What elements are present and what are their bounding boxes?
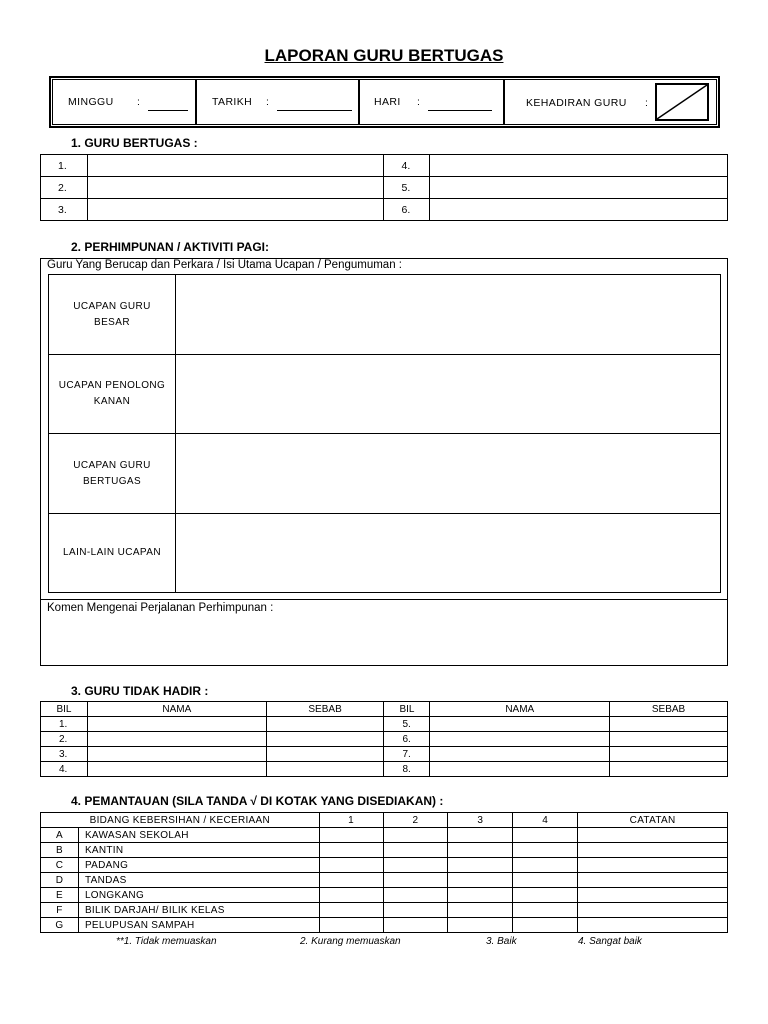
page-title: LAPORAN GURU BERTUGAS	[264, 46, 504, 65]
rating-checkbox[interactable]	[319, 888, 383, 903]
nama-cell[interactable]	[87, 732, 266, 747]
table-row	[49, 514, 721, 593]
section2-title: 2. PERHIMPUNAN / AKTIVITI PAGI:	[71, 240, 270, 254]
hari-field[interactable]	[428, 110, 492, 111]
row-number: 1.	[41, 717, 88, 732]
minggu-label: MINGGU	[68, 96, 114, 108]
rating-checkbox[interactable]	[383, 888, 448, 903]
row-number: 2.	[41, 177, 88, 199]
row-letter: B	[41, 843, 79, 858]
column-header: NAMA	[430, 702, 610, 717]
row-letter: A	[41, 828, 79, 843]
rating-checkbox[interactable]	[319, 903, 383, 918]
rating-checkbox[interactable]	[513, 888, 578, 903]
rating-checkbox[interactable]	[448, 873, 513, 888]
komen-divider	[40, 599, 728, 600]
minggu-colon: :	[137, 96, 141, 108]
sebab-cell[interactable]	[610, 747, 728, 762]
rating-checkbox[interactable]	[448, 858, 513, 873]
nama-cell[interactable]	[87, 762, 266, 777]
legend-item: 4. Sangat baik	[578, 936, 642, 947]
table-row	[41, 717, 728, 732]
table-row	[41, 873, 728, 888]
table-row	[49, 355, 721, 434]
legend-item: 3. Baik	[486, 936, 517, 947]
nama-cell[interactable]	[430, 717, 610, 732]
tarikh-label: TARIKH	[212, 96, 253, 108]
guru-bertugas-table	[40, 154, 728, 221]
sebab-cell[interactable]	[266, 747, 384, 762]
guru-tidak-hadir-table	[40, 701, 728, 777]
column-header: 1	[319, 813, 383, 828]
rating-checkbox[interactable]	[448, 903, 513, 918]
row-number: 3.	[41, 747, 88, 762]
rating-checkbox[interactable]	[383, 858, 448, 873]
sebab-cell[interactable]	[610, 717, 728, 732]
row-letter: G	[41, 918, 79, 933]
rating-checkbox[interactable]	[383, 903, 448, 918]
ucapan-label	[49, 434, 176, 514]
name-cell[interactable]	[87, 199, 384, 221]
sebab-cell[interactable]	[266, 717, 384, 732]
ucapan-label-line: KANAN	[93, 396, 131, 407]
name-cell[interactable]	[430, 155, 728, 177]
ucapan-label	[49, 275, 176, 355]
column-header: NAMA	[87, 702, 266, 717]
rating-checkbox[interactable]	[448, 888, 513, 903]
nama-cell[interactable]	[430, 747, 610, 762]
row-number: 5.	[384, 717, 430, 732]
rating-checkbox[interactable]	[319, 843, 383, 858]
catatan-cell[interactable]	[578, 888, 728, 903]
ucapan-content[interactable]	[176, 355, 721, 434]
table-row	[49, 434, 721, 514]
table-row	[41, 732, 728, 747]
item-label: TANDAS	[78, 873, 319, 888]
row-letter: D	[41, 873, 79, 888]
catatan-cell[interactable]	[578, 873, 728, 888]
ucapan-label	[49, 514, 176, 593]
ucapan-label-line: UCAPAN GURU	[73, 300, 151, 312]
column-header: 3	[448, 813, 513, 828]
catatan-cell[interactable]	[578, 843, 728, 858]
item-label: BILIK DARJAH/ BILIK KELAS	[78, 903, 319, 918]
item-label: LONGKANG	[78, 888, 319, 903]
tarikh-field[interactable]	[277, 110, 352, 111]
kehadiran-box[interactable]	[655, 83, 709, 121]
table-row	[41, 155, 728, 177]
item-label: KANTIN	[78, 843, 319, 858]
sebab-cell[interactable]	[610, 762, 728, 777]
column-header: SEBAB	[266, 702, 384, 717]
table-row	[49, 275, 721, 355]
rating-checkbox[interactable]	[383, 918, 448, 933]
name-cell[interactable]	[430, 199, 728, 221]
column-header: BIL	[41, 702, 88, 717]
ucapan-content[interactable]	[176, 514, 721, 593]
row-number: 6.	[384, 199, 430, 221]
hari-label: HARI	[374, 96, 401, 108]
ucapan-table	[48, 274, 721, 593]
catatan-cell[interactable]	[578, 858, 728, 873]
rating-checkbox[interactable]	[383, 828, 448, 843]
name-cell[interactable]	[87, 177, 384, 199]
hari-colon: :	[417, 96, 421, 108]
diagonal-slash-icon	[657, 85, 707, 119]
catatan-cell[interactable]	[578, 903, 728, 918]
ucapan-label-line: BESAR	[94, 316, 130, 328]
section4-title: 4. PEMANTAUAN (SILA TANDA √ DI KOTAK YANG DISEDIAKAN) :	[71, 794, 444, 808]
catatan-cell[interactable]	[578, 918, 728, 933]
header-divider	[195, 79, 197, 125]
legend-item: **1. Tidak memuaskan	[116, 936, 217, 947]
ucapan-label-line: UCAPAN GURU	[73, 459, 151, 471]
row-number: 2.	[41, 732, 88, 747]
rating-checkbox[interactable]	[513, 828, 578, 843]
table-row	[41, 843, 728, 858]
sebab-cell[interactable]	[266, 732, 384, 747]
table-row	[41, 762, 728, 777]
table-header-row	[41, 813, 728, 828]
section3-title: 3. GURU TIDAK HADIR :	[71, 684, 209, 698]
table-row	[41, 177, 728, 199]
header-divider	[358, 79, 360, 125]
komen-label: Komen Mengenai Perjalanan Perhimpunan :	[47, 602, 274, 614]
tarikh-colon: :	[266, 96, 270, 108]
rating-checkbox[interactable]	[319, 828, 383, 843]
rating-checkbox[interactable]	[383, 843, 448, 858]
row-number: 8.	[384, 762, 430, 777]
table-row	[41, 199, 728, 221]
column-header: BIDANG KEBERSIHAN / KECERIAAN	[41, 813, 320, 828]
rating-checkbox[interactable]	[448, 828, 513, 843]
row-number: 3.	[41, 199, 88, 221]
row-letter: E	[41, 888, 79, 903]
sebab-cell[interactable]	[610, 732, 728, 747]
column-header: SEBAB	[610, 702, 728, 717]
legend-item: 2. Kurang memuaskan	[300, 936, 401, 947]
komen-field[interactable]	[41, 618, 727, 664]
pemantauan-table	[40, 812, 728, 933]
column-header: BIL	[384, 702, 430, 717]
item-label: PADANG	[78, 858, 319, 873]
minggu-field[interactable]	[148, 110, 188, 111]
rating-checkbox[interactable]	[513, 843, 578, 858]
row-number: 7.	[384, 747, 430, 762]
row-letter: F	[41, 903, 79, 918]
table-row	[41, 888, 728, 903]
ucapan-label-line: BERTUGAS	[82, 475, 142, 487]
table-row	[41, 918, 728, 933]
rating-checkbox[interactable]	[448, 843, 513, 858]
row-number: 1.	[41, 155, 88, 177]
section1-title: 1. GURU BERTUGAS :	[71, 136, 198, 150]
item-label: PELUPUSAN SAMPAH	[78, 918, 319, 933]
table-row	[41, 747, 728, 762]
row-number: 5.	[384, 177, 430, 199]
column-header: 2	[383, 813, 448, 828]
table-header-row	[41, 702, 728, 717]
kehadiran-label: KEHADIRAN GURU	[526, 97, 627, 109]
rating-checkbox[interactable]	[319, 918, 383, 933]
table-row	[41, 903, 728, 918]
catatan-cell[interactable]	[578, 828, 728, 843]
kehadiran-colon: :	[645, 97, 649, 109]
row-number: 4.	[41, 762, 88, 777]
perhimpunan-caption: Guru Yang Berucap dan Perkara / Isi Utama Ucapan / Pengumuman :	[47, 259, 402, 271]
nama-cell[interactable]	[430, 732, 610, 747]
row-number: 6.	[384, 732, 430, 747]
rating-checkbox[interactable]	[513, 858, 578, 873]
name-cell[interactable]	[430, 177, 728, 199]
ucapan-content[interactable]	[176, 275, 721, 355]
row-number: 4.	[384, 155, 430, 177]
rating-checkbox[interactable]	[513, 918, 578, 933]
item-label: KAWASAN SEKOLAH	[78, 828, 319, 843]
rating-checkbox[interactable]	[319, 858, 383, 873]
table-row	[41, 858, 728, 873]
rating-checkbox[interactable]	[319, 873, 383, 888]
row-letter: C	[41, 858, 79, 873]
rating-checkbox[interactable]	[383, 873, 448, 888]
rating-checkbox[interactable]	[513, 903, 578, 918]
name-cell[interactable]	[87, 155, 384, 177]
header-divider	[503, 79, 505, 125]
sebab-cell[interactable]	[266, 762, 384, 777]
ucapan-content[interactable]	[176, 434, 721, 514]
ucapan-label	[49, 355, 176, 434]
column-header: CATATAN	[578, 813, 728, 828]
rating-checkbox[interactable]	[513, 873, 578, 888]
column-header: 4	[513, 813, 578, 828]
nama-cell[interactable]	[87, 747, 266, 762]
nama-cell[interactable]	[87, 717, 266, 732]
rating-checkbox[interactable]	[448, 918, 513, 933]
ucapan-label-line: UCAPAN PENOLONG	[58, 380, 166, 391]
ucapan-label-line: LAIN-LAIN UCAPAN	[63, 547, 161, 558]
nama-cell[interactable]	[430, 762, 610, 777]
table-row	[41, 828, 728, 843]
